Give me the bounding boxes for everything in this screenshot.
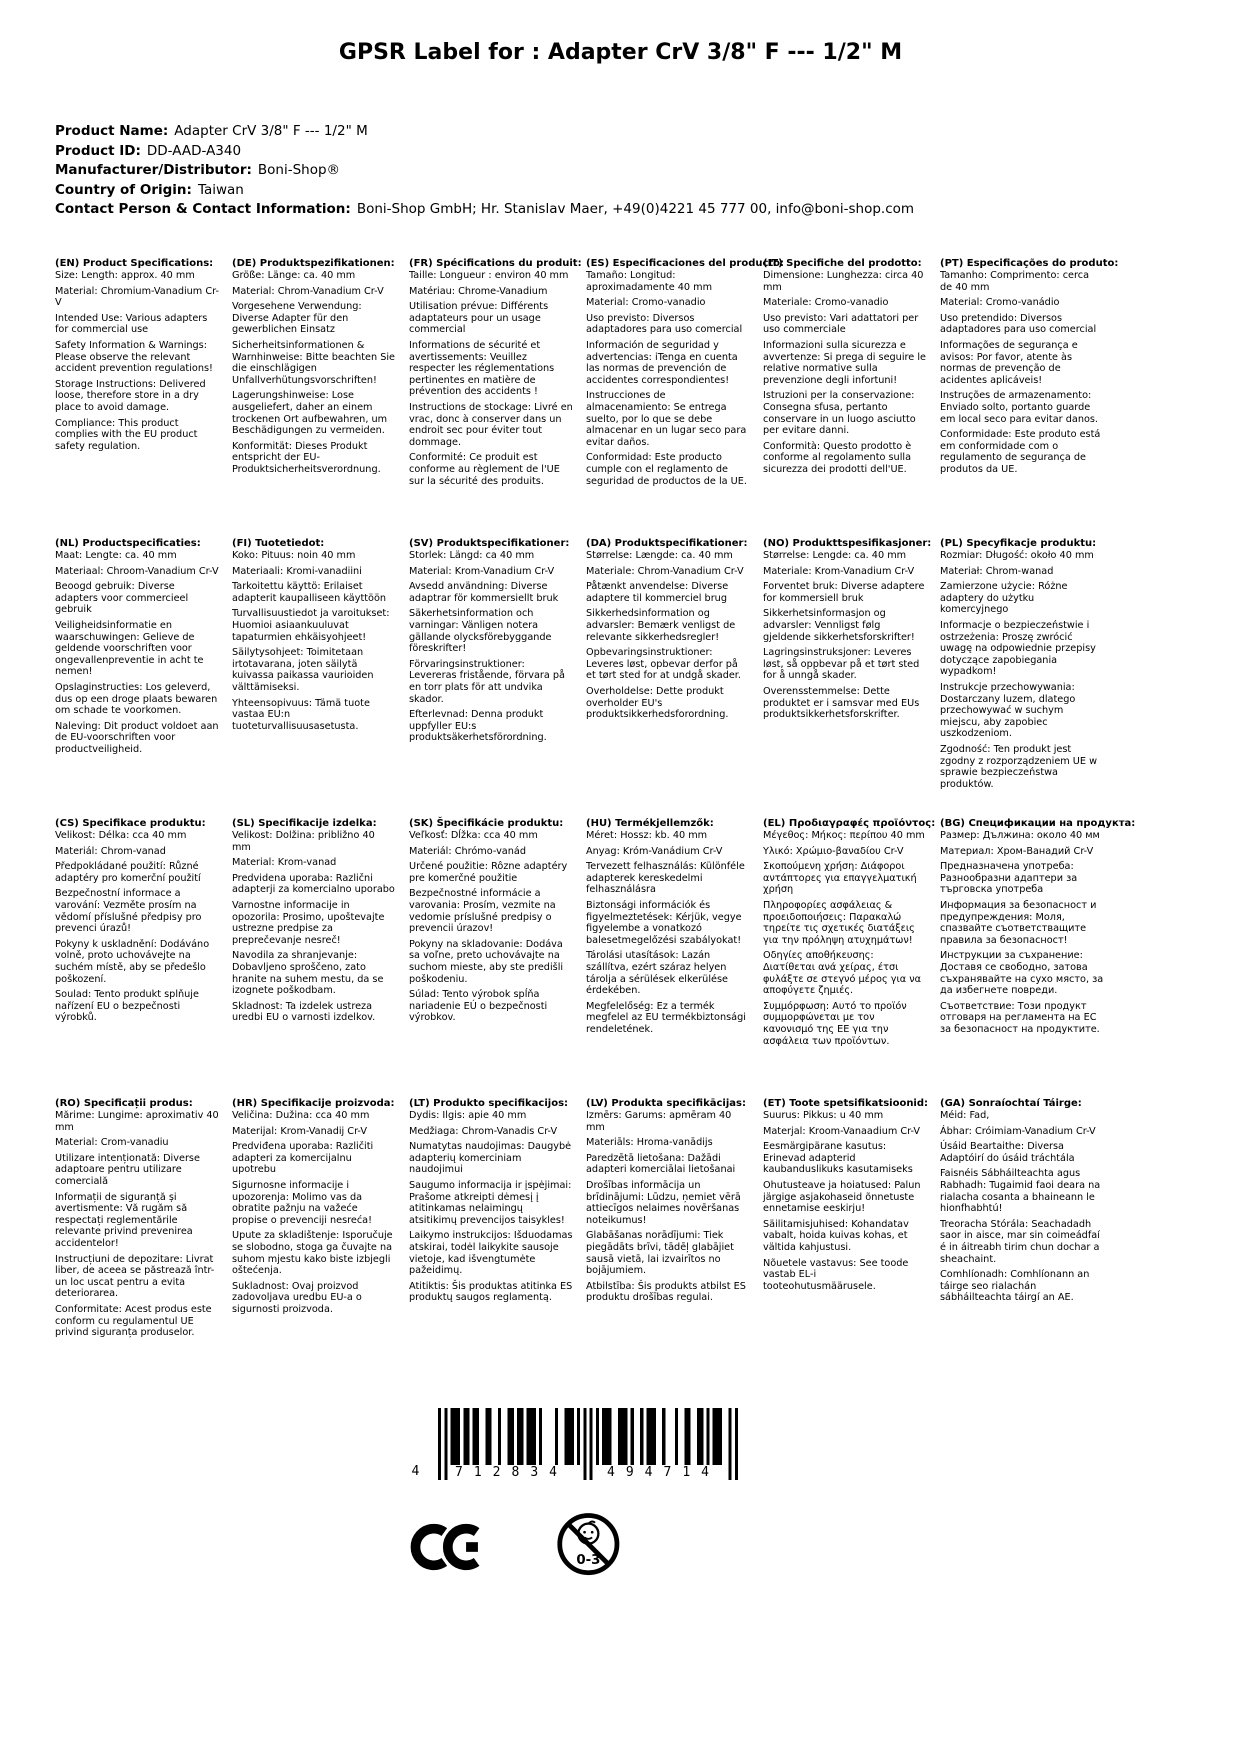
language-block-sv — [409, 538, 586, 818]
conformity-marks — [409, 1506, 622, 1588]
language-block-paragraph: Numatytas naudojimas: Daugybė adapterių komerciniam naudojimui — [409, 1141, 572, 1176]
language-block-paragraph: Vorgesehene Verwendung: Diverse Adapter für den gewerblichen Einsatz — [232, 301, 362, 336]
product-info-line — [55, 161, 1211, 181]
product-info-value: DD-AAD-A340 — [146, 142, 242, 159]
language-block-paragraph: Informations de sécurité et avertissements: Veuillez respecter les réglementations pertinentes en matière de prévention des accidents ! — [409, 339, 555, 398]
language-block-heading: (BG) Спецификации на продукта: — [940, 818, 1136, 829]
language-block-heading: (EL) Προδιαγραφές προϊόντος: — [763, 818, 936, 829]
age-warning-label: 0-3 — [576, 1553, 601, 1569]
language-block-paragraph: Instructions de stockage: Livré en vrac, donc à conserver dans un endroit sec pour éviter tout dommage. — [409, 401, 573, 448]
language-block-paragraph: Conformitate: Acest produs este conform cu regulamentul UE privind siguranța produselor. — [55, 1303, 212, 1339]
language-block-paragraph: Compliance: This product complies with the EU product safety regulation. — [55, 417, 198, 452]
language-block-paragraph: Suurus: Pikkus: u 40 mm — [763, 1110, 884, 1121]
language-block-paragraph: Μέγεθος: Μήκος: περίπου 40 mm — [763, 830, 925, 841]
language-block-paragraph: Σκοπούμενη χρήση: Διάφοροι αντάπτορες για επαγγελματική χρήση — [763, 861, 917, 896]
language-block-paragraph: Sigurnosne informacije i upozorenja: Molimo vas da obratite pažnju na važeće propise o prevenciji nesreća! — [232, 1179, 372, 1226]
language-block-paragraph: Bezpečnostné informácie a varovania: Prosím, vezmite na vedomie príslušné predpisy o prevencii úrazov! — [409, 888, 556, 935]
language-block-paragraph: Dydis: Ilgis: apie 40 mm — [409, 1110, 527, 1121]
language-block-paragraph: Medžiaga: Chrom-Vanadis Cr-V — [409, 1125, 558, 1137]
language-block-de — [232, 258, 409, 538]
language-block-paragraph: Saugumo informacija ir įspėjimai: Prašome atkreipti dėmesį į atitinkamas nelaimingų atsitikimų prevencijos taisykles! — [409, 1179, 572, 1226]
language-block-paragraph: Instrucciones de almacenamiento: Se entrega suelto, por lo que se debe almacenar en un lugar seco para evitar daños. — [586, 390, 747, 448]
language-block-paragraph: Инструкции за съхранение: Доставя се свободно, затова съхранявайте на сухо място, за да избегнете повреди. — [940, 950, 1104, 997]
page-title: GPSR Label for : Adapter CrV 3/8" F --- 1/2" M — [338, 40, 903, 65]
language-block-paragraph: Méret: Hossz: kb. 40 mm — [586, 830, 708, 841]
language-block-paragraph: Sikkerhedsinformation og advarsler: Bemærk venligst de relevante sikkerhedsregler! — [586, 608, 736, 643]
language-block-paragraph: Méid: Fad, — [940, 1110, 990, 1121]
language-block-paragraph: Matériau: Chrome-Vanadium — [409, 285, 548, 297]
language-block-paragraph: Размер: Дължина: около 40 мм — [940, 830, 1100, 841]
product-info — [55, 122, 1211, 220]
product-info-value: Boni-Shop® — [257, 162, 341, 178]
language-block-paragraph: Úsáid Beartaithe: Diversa Adaptóirí do úsáid tráchtála — [940, 1141, 1075, 1164]
language-block-paragraph: Overholdelse: Dette produkt overholder EU's produktsikkerhedsforordning. — [586, 685, 729, 721]
language-block-heading: (PT) Especificações do produto: — [940, 258, 1119, 269]
language-block-paragraph: Instrucțiuni de depozitare: Livrat liber, de aceea se păstrează într-un loc uscat pentru a evita deteriorarea. — [55, 1253, 215, 1300]
language-block-heading: (ET) Toote spetsifikatsioonid: — [763, 1098, 929, 1109]
language-block-heading: (CS) Specifikace produktu: — [55, 818, 206, 829]
language-block-sl — [232, 818, 409, 1098]
language-block-nl — [55, 538, 232, 818]
language-block-paragraph: Material: Krom-vanad — [232, 857, 337, 869]
language-block-it — [763, 258, 940, 538]
product-info-line — [55, 122, 1211, 142]
language-block-paragraph: Turvallisuustiedot ja varoitukset: Huomioi asiaankuuluvat tapaturmien ehkäisyohjeet! — [232, 608, 390, 643]
language-block-paragraph: Faisnéis Sábháilteachta agus Rabhadh: Tugaimid faoi deara na rialacha cosanta a bhaineann le hionfhabhtú! — [940, 1168, 1101, 1215]
language-block-paragraph: Conformità: Questo prodotto è conforme al regolamento sulla sicurezza dei prodotti dell'UE. — [763, 440, 912, 475]
language-block-paragraph: Συμμόρφωση: Αυτό το προϊόν συμμορφώνεται με τον κανονισμό της ΕΕ για την ασφάλεια των προϊόντων. — [763, 1000, 907, 1047]
language-block-paragraph: Navodila za shranjevanje: Dobavljeno sproščeno, zato hranite na suhem mestu, da se izognete poškodbam. — [232, 950, 384, 997]
language-block-paragraph: Materiál: Chrom-vanad — [55, 845, 166, 857]
language-block-paragraph: Υλικό: Χρώμιο-βαναδίου Cr-V — [763, 845, 904, 857]
language-block-paragraph: Izmērs: Garums: apmēram 40 mm — [586, 1110, 732, 1133]
language-block-paragraph: Material: Cromo-vanadio — [586, 297, 706, 309]
language-block-paragraph: Material: Chrom-Vanadium Cr-V — [232, 285, 384, 297]
product-info-label: Manufacturer/Distributor: — [55, 162, 252, 178]
product-info-label: Country of Origin: — [55, 181, 192, 198]
language-block-paragraph: Soulad: Tento produkt splňuje nařízení EU o bezpečnosti výrobků. — [55, 989, 199, 1024]
language-block-paragraph: Instruções de armazenamento: Enviado solto, portanto guarde em local seco para evitar danos. — [940, 390, 1099, 425]
language-block-paragraph: Storage Instructions: Delivered loose, therefore store in a dry place to avoid damage. — [55, 378, 206, 413]
language-block-paragraph: Velikost: Délka: cca 40 mm — [55, 830, 187, 841]
language-block-heading: (SV) Produktspecifikationer: — [409, 538, 570, 549]
language-block-heading: (RO) Specificații produs: — [55, 1098, 193, 1109]
language-block-paragraph: Tamaño: Longitud: aproximadamente 40 mm — [586, 270, 713, 293]
language-block-paragraph: Conformidad: Este producto cumple con el reglamento de seguridad de productos de la UE. — [586, 452, 747, 487]
language-block-paragraph: Ábhar: Cróimiam-Vanadium Cr-V — [940, 1125, 1096, 1137]
language-block-paragraph: Informazioni sulla sicurezza e avvertenze: Si prega di seguire le relative normative sulla prevenzione degli infortuni! — [763, 339, 926, 386]
barcode-digit-left-group: 712834 — [455, 1465, 568, 1480]
language-block-heading: (SL) Specifikacije izdelka: — [232, 818, 377, 829]
language-block-paragraph: Súlad: Tento výrobok spĺňa nariadenie EÚ o bezpečnosti výrobkov. — [409, 989, 548, 1024]
language-block-paragraph: Veľkosť: Dĺžka: cca 40 mm — [409, 830, 538, 841]
language-block-heading: (DE) Produktspezifikationen: — [232, 258, 395, 269]
language-block-paragraph: Materiale: Krom-Vanadium Cr-V — [763, 565, 915, 577]
language-block-paragraph: Materiaali: Kromi-vanadiini — [232, 565, 362, 577]
language-block-paragraph: Предназначена употреба: Разнообразни адаптери за търговска употреба — [940, 861, 1078, 896]
language-block-paragraph: Overensstemmelse: Dette produktet er i samsvar med EUs produktsikkerhetsforskrifter. — [763, 685, 920, 721]
language-block-paragraph: Material: Chromium-Vanadium Cr-V — [55, 285, 219, 309]
language-block-paragraph: Uso pretendido: Diversos adaptadores para uso comercial — [940, 312, 1097, 336]
language-block-paragraph: Förvaringsinstruktioner: Levereras fristående, förvara på en torr plats för att undvika skador. — [409, 658, 565, 705]
language-block-paragraph: Materijal: Krom-Vanadij Cr-V — [232, 1125, 367, 1137]
language-block-fi — [232, 538, 409, 818]
language-block-heading: (IT) Specifiche del prodotto: — [763, 258, 922, 269]
language-block-heading: (FI) Tuotetiedot: — [232, 538, 325, 549]
language-block-paragraph: Varnostne informacije in opozorila: Prosimo, upoštevajte ustrezne predpise za preprečevanje nesreč! — [232, 899, 385, 946]
language-block-paragraph: Storlek: Längd: ca 40 mm — [409, 550, 535, 561]
language-block-es — [586, 258, 785, 538]
language-block-paragraph: Størrelse: Længde: ca. 40 mm — [586, 550, 733, 561]
language-block-ga — [940, 1098, 1117, 1378]
language-block-paragraph: Atbilstība: Šis produkts atbilst ES produktu drošības regulai. — [586, 1280, 746, 1304]
language-block-heading: (SK) Špecifikácie produktu: — [409, 818, 564, 829]
language-block-paragraph: Anyag: Króm-Vanádium Cr-V — [586, 845, 723, 857]
language-block-paragraph: Velikost: Dolžina: približno 40 mm — [232, 830, 375, 853]
language-block-cs — [55, 818, 232, 1098]
language-block-paragraph: Biztonsági információk és figyelmeztetések: Kérjük, vegye figyelembe a vonatkozó balesetmegelőzési szabályokat! — [586, 899, 742, 946]
language-block-paragraph: Treoracha Stórála: Seachadadh saor in aisce, mar sin coimeádfaí é in áitreabh tirim chun dochar a sheachaint. — [940, 1218, 1100, 1265]
language-block-paragraph: Uso previsto: Vari adattatori per uso commerciale — [763, 312, 919, 336]
language-block-paragraph: Zgodność: Ten produkt jest zgodny z rozporządzeniem UE w sprawie bezpieczeństwa produktów. — [940, 743, 1098, 790]
language-block-paragraph: Conformité: Ce produit est conforme au règlement de l'UE sur la sécurité des produits. — [409, 452, 560, 487]
product-info-label: Contact Person & Contact Information: — [55, 201, 351, 217]
language-block-paragraph: Säilitamisjuhised: Kohandatav vabalt, hoida kuivas kohas, et vältida kahjustusi. — [763, 1218, 909, 1253]
language-block-en — [55, 258, 232, 538]
language-block-lv — [586, 1098, 763, 1378]
language-block-da — [586, 538, 763, 818]
language-block-paragraph: Beoogd gebruik: Diverse adapters voor commercieel gebruik — [55, 581, 189, 616]
language-block-paragraph: Conformidade: Este produto está em conformidade com o regulamento de segurança de produtos da UE. — [940, 429, 1101, 475]
language-block-pl — [940, 538, 1117, 818]
language-block-paragraph: Dimensione: Lunghezza: circa 40 mm — [763, 270, 924, 293]
language-block-paragraph: Intended Use: Various adapters for commercial use — [55, 312, 208, 336]
language-block-paragraph: Sukladnost: Ovaj proizvod zadovoljava uredbu EU-a o sigurnosti proizvoda. — [232, 1280, 362, 1315]
language-block-heading: (LV) Produkta specifikācijas: — [586, 1098, 746, 1109]
language-block-paragraph: Předpokládané použití: Různé adaptéry pro komerční použití — [55, 861, 201, 884]
language-block-paragraph: Lagringsinstruksjoner: Leveres løst, så oppbevar på et tørt sted for å unngå skader. — [763, 647, 920, 682]
language-block-paragraph: Informações de segurança e avisos: Por favor, atente às normas de prevenção de acidentes aplicáveis! — [940, 339, 1078, 386]
language-block-hu — [586, 818, 763, 1098]
language-block-heading: (NO) Produkttspesifikasjoner: — [763, 538, 932, 549]
language-block-paragraph: Eesmärgipärane kasutus: Erinevad adapterid kaubanduslikuks kasutamiseks — [763, 1141, 913, 1176]
language-block-paragraph: Tarkoitettu käyttö: Erilaiset adapterit kaupalliseen käyttöön — [232, 581, 387, 604]
language-block-paragraph: Съответствие: Този продукт отговаря на регламента на ЕС за безопасност на продуктите. — [940, 1000, 1100, 1035]
product-info-line — [55, 200, 1211, 220]
language-block-paragraph: Upute za skladištenje: Isporučuje se slobodno, stoga ga čuvajte na suhom mjestu kako biste izbjegli oštećenja. — [232, 1230, 393, 1277]
language-block-paragraph: Paredzētā lietošana: Dažādi adapteri komerciālai lietošanai — [586, 1152, 736, 1176]
language-block-paragraph: Säkerhetsinformation och varningar: Vänligen notera gällande olycksförebyggande föreskrifter! — [409, 608, 552, 655]
barcode — [406, 1408, 746, 1500]
barcode-digit-right-group: 494714 — [607, 1465, 720, 1480]
language-block-paragraph: Istruzioni per la conservazione: Consegna sfusa, pertanto conservare in un luogo asciutto per evitare danni. — [763, 390, 916, 437]
language-block-et — [763, 1098, 940, 1378]
language-block-paragraph: Opslaginstructies: Los geleverd, dus op een droge plaats bewaren om schade te voorkomen. — [55, 681, 218, 717]
footer — [0, 1408, 1196, 1588]
language-block-heading: (PL) Specyfikacje produktu: — [940, 538, 1097, 549]
language-block-el — [763, 818, 940, 1098]
language-block-heading: (NL) Productspecificaties: — [55, 538, 201, 549]
language-block-paragraph: Sicherheitsinformationen & Warnhinweise: Bitte beachten Sie die einschlägigen Unfallverhütungsvorschriften! — [232, 339, 396, 386]
language-block-paragraph: Ohutusteave ja hoiatused: Palun järgige asjakohaseid õnnetuste ennetamise eeskirju! — [763, 1179, 921, 1215]
product-info-label: Product ID: — [55, 142, 141, 159]
language-block-paragraph: Safety Information & Warnings: Please observe the relevant accident prevention regulations! — [55, 339, 213, 375]
language-block-paragraph: Skladnost: Ta izdelek ustreza uredbi EU o varnosti izdelkov. — [232, 1000, 376, 1024]
language-block-paragraph: Utilizare intenționată: Diverse adaptoare pentru utilizare comercială — [55, 1152, 200, 1187]
language-block-heading: (HU) Termékjellemzők: — [586, 818, 714, 829]
language-block-paragraph: Comhlíonadh: Comhlíonann an táirge seo rialachán sábháilteachta táirgí an AE. — [940, 1269, 1090, 1304]
language-block-heading: (LT) Produkto specifikacijos: — [409, 1098, 569, 1109]
language-block-paragraph: Megfelelőség: Ez a termék megfelel az EU termékbiztonsági rendeletének. — [586, 1000, 746, 1035]
language-block-paragraph: Materiał: Chrom-wanad — [940, 565, 1054, 577]
product-info-value: Adapter CrV 3/8" F --- 1/2" M — [174, 123, 368, 139]
language-block-paragraph: Drošības informācija un brīdinājumi: Lūdzu, ņemiet vērā attiecīgos nelaimes novēršanas noteikumus! — [586, 1179, 741, 1226]
language-block-paragraph: Pokyny k uskladnění: Dodáváno volně, proto uchovávejte na suchém místě, aby se předešlo poškození. — [55, 938, 210, 985]
language-block-paragraph: Материал: Хром-Ванадий Cr-V — [940, 845, 1094, 857]
language-block-sk — [409, 818, 586, 1098]
language-block-paragraph: Οδηγίες αποθήκευσης: Διατίθεται ανά χείρας, έτσι φυλάξτε σε στεγνό μέρος για να αποφύγετε ζημιές. — [763, 950, 921, 997]
product-info-line — [55, 181, 1211, 201]
language-block-paragraph: Информация за безопасност и предупреждения: Моля, спазвайте съответстващите правила за безопасност! — [940, 899, 1097, 946]
language-block-paragraph: Materiale: Chrom-Vanadium Cr-V — [586, 565, 744, 577]
language-block-paragraph: Yhteensopivuus: Tämä tuote vastaa EU:n tuoteturvallisuusasetusta. — [232, 697, 370, 732]
language-block-paragraph: Rozmiar: Długość: około 40 mm — [940, 550, 1094, 561]
language-block-paragraph: Laikymo instrukcijos: Išduodamas atskirai, todėl laikykite sausoje vietoje, kad išvengtumėte pažeidimų. — [409, 1230, 573, 1277]
language-block-paragraph: Størrelse: Lengde: ca. 40 mm — [763, 550, 907, 561]
product-info-value: Taiwan — [197, 181, 244, 198]
ce-mark-icon — [409, 1519, 491, 1575]
language-block-heading: (EN) Product Specifications: — [55, 258, 214, 269]
language-block-paragraph: Säilytysohjeet: Toimitetaan irtotavarana, joten säilytä kuivassa paikassa vaurioiden välttämiseksi. — [232, 647, 374, 693]
language-block-paragraph: Material: Cromo-vanádio — [940, 297, 1060, 309]
language-block-paragraph: Koko: Pituus: noin 40 mm — [232, 550, 356, 561]
language-block-paragraph: Konformität: Dieses Produkt entspricht der EU-Produktsicherheitsverordnung. — [232, 440, 381, 475]
language-block-ro — [55, 1098, 232, 1378]
language-block-fr — [409, 258, 586, 538]
language-block-paragraph: Πληροφορίες ασφάλειας & προειδοποιήσεις: Παρακαλώ τηρείτε τις σχετικές διατάξεις για την πρόληψη ατυχημάτων! — [763, 899, 915, 946]
language-block-paragraph: Tárolási utasítások: Lazán szállítva, ezért száraz helyen tárolja a sérülések elkerülése érdekében. — [586, 950, 728, 997]
age-warning-0-3-icon — [555, 1506, 622, 1588]
language-block-paragraph: Avsedd användning: Diverse adaptrar för kommersiellt bruk — [409, 581, 559, 604]
language-block-heading: (FR) Spécifications du produit: — [409, 258, 582, 269]
language-block-paragraph: Materiāls: Hroma-vanādijs — [586, 1137, 713, 1149]
language-block-paragraph: Información de seguridad y advertencias: iTenga en cuenta las normas de prevención de accidentes correspondientes! — [586, 339, 738, 386]
language-block-paragraph: Veličina: Dužina: cca 40 mm — [232, 1110, 370, 1121]
language-block-paragraph: Size: Length: approx. 40 mm — [55, 270, 195, 281]
language-block-heading: (GA) Sonraíochtaí Táirge: — [940, 1098, 1082, 1109]
language-block-paragraph: Lagerungshinweise: Lose ausgeliefert, daher an einem trockenen Ort aufbewahren, um Beschädigungen zu vermeiden. — [232, 390, 388, 437]
language-block-paragraph: Sikkerhetsinformasjon og advarsler: Vennligst følg gjeldende sikkerhetsforskrifter! — [763, 608, 915, 643]
language-block-paragraph: Predviđena uporaba: Različiti adapteri za komercijalnu upotrebu — [232, 1141, 374, 1176]
language-block-paragraph: Utilisation prévue: Différents adaptateurs pour un usage commercial — [409, 301, 549, 336]
language-block-paragraph: Pokyny na skladovanie: Dodáva sa voľne, preto uchovávajte na suchom mieste, aby ste predišli poškodeniu. — [409, 938, 564, 985]
language-block-paragraph: Taille: Longueur : environ 40 mm — [409, 270, 569, 281]
language-block-paragraph: Uso previsto: Diversos adaptadores para uso comercial — [586, 312, 743, 336]
language-block-paragraph: Bezpečnostní informace a varování: Vezměte prosím na vědomí příslušné předpisy pro prevenci úrazů! — [55, 888, 202, 935]
language-grid — [55, 258, 1136, 1378]
language-block-paragraph: Påtænkt anvendelse: Diverse adaptere til kommerciel brug — [586, 581, 729, 604]
language-block-pt — [940, 258, 1117, 538]
language-block-paragraph: Atitiktis: Šis produktas atitinka ES produktų saugos reglamentą. — [409, 1280, 573, 1304]
language-block-paragraph: Určené použitie: Rôzne adaptéry pre komerčné použitie — [409, 861, 568, 884]
language-block-paragraph: Informații de siguranță și avertismente: Vă rugăm să respectați reglementările relevante privind prevenirea accidentelor! — [55, 1191, 193, 1249]
language-block-paragraph: Mărime: Lungime: aproximativ 40 mm — [55, 1110, 219, 1133]
language-block-paragraph: Informacje o bezpieczeństwie i ostrzeżenia: Proszę zwrócić uwagę na odpowiednie przepisy dotyczące zapobiegania wypadkom! — [940, 619, 1096, 678]
language-block-lt — [409, 1098, 586, 1378]
language-block-paragraph: Veiligheidsinformatie en waarschuwingen: Gelieve de geldende voorschriften voor ongevallenpreventie in acht te nemen! — [55, 619, 204, 678]
language-block-paragraph: Maat: Lengte: ca. 40 mm — [55, 550, 177, 561]
language-block-paragraph: Tervezett felhasználás: Különféle adapterek kereskedelmi felhasználásra — [586, 861, 745, 896]
language-block-paragraph: Opbevaringsinstruktioner: Leveres løst, opbevar derfor på et tørt sted for at undgå skader. — [586, 647, 741, 682]
language-block-paragraph: Efterlevnad: Denna produkt uppfyller EU:s produktsäkerhetsförordning. — [409, 709, 547, 744]
language-block-paragraph: Zamierzone użycie: Różne adaptery do użytku komercyjnego — [940, 581, 1068, 616]
language-block-heading: (DA) Produktspecifikationer: — [586, 538, 748, 549]
language-block-paragraph: Materjal: Kroom-Vanaadium Cr-V — [763, 1125, 921, 1137]
language-block-paragraph: Größe: Länge: ca. 40 mm — [232, 270, 356, 281]
language-block-paragraph: Material: Krom-Vanadium Cr-V — [409, 565, 555, 577]
product-info-value: Boni-Shop GmbH; Hr. Stanislav Maer, +49(0)4221 45 777 00, info@boni-shop.com — [356, 201, 915, 217]
language-block-paragraph: Material: Crom-vanadiu — [55, 1137, 169, 1149]
language-block-paragraph: Materiale: Cromo-vanadio — [763, 297, 889, 309]
product-info-line — [55, 142, 1211, 162]
language-block-hr — [232, 1098, 409, 1378]
language-block-heading: (ES) Especificaciones del producto: — [586, 258, 785, 269]
language-block-paragraph: Tamanho: Comprimento: cerca de 40 mm — [940, 270, 1090, 293]
language-block-paragraph: Predvidena uporaba: Različni adapterji za komercialno uporabo — [232, 872, 395, 896]
language-block-no — [763, 538, 940, 818]
language-block-paragraph: Nõuetele vastavus: See toode vastab EL-i tooteohutusmäärusele. — [763, 1257, 909, 1292]
language-block-bg — [940, 818, 1136, 1098]
language-block-paragraph: Forventet bruk: Diverse adaptere for kommersiell bruk — [763, 581, 925, 604]
language-block-heading: (HR) Specifikacije proizvoda: — [232, 1098, 395, 1109]
language-block-paragraph: Materiaal: Chroom-Vanadium Cr-V — [55, 565, 219, 577]
language-block-paragraph: Naleving: Dit product voldoet aan de EU-voorschriften voor productveiligheid. — [55, 720, 219, 755]
product-info-label: Product Name: — [55, 123, 169, 139]
language-block-paragraph: Glabāšanas norādījumi: Tiek piegādāts brīvi, tādēļ glabājiet sausā vietā, lai izvairītos no bojājumiem. — [586, 1230, 734, 1277]
barcode-digit-first: 4 — [411, 1464, 420, 1479]
language-block-paragraph: Materiál: Chrómo-vanád — [409, 845, 526, 857]
language-block-paragraph: Instrukcje przechowywania: Dostarczany luzem, dlatego przechowywać w suchym miejscu, aby zapobiec uszkodzeniom. — [940, 681, 1076, 740]
